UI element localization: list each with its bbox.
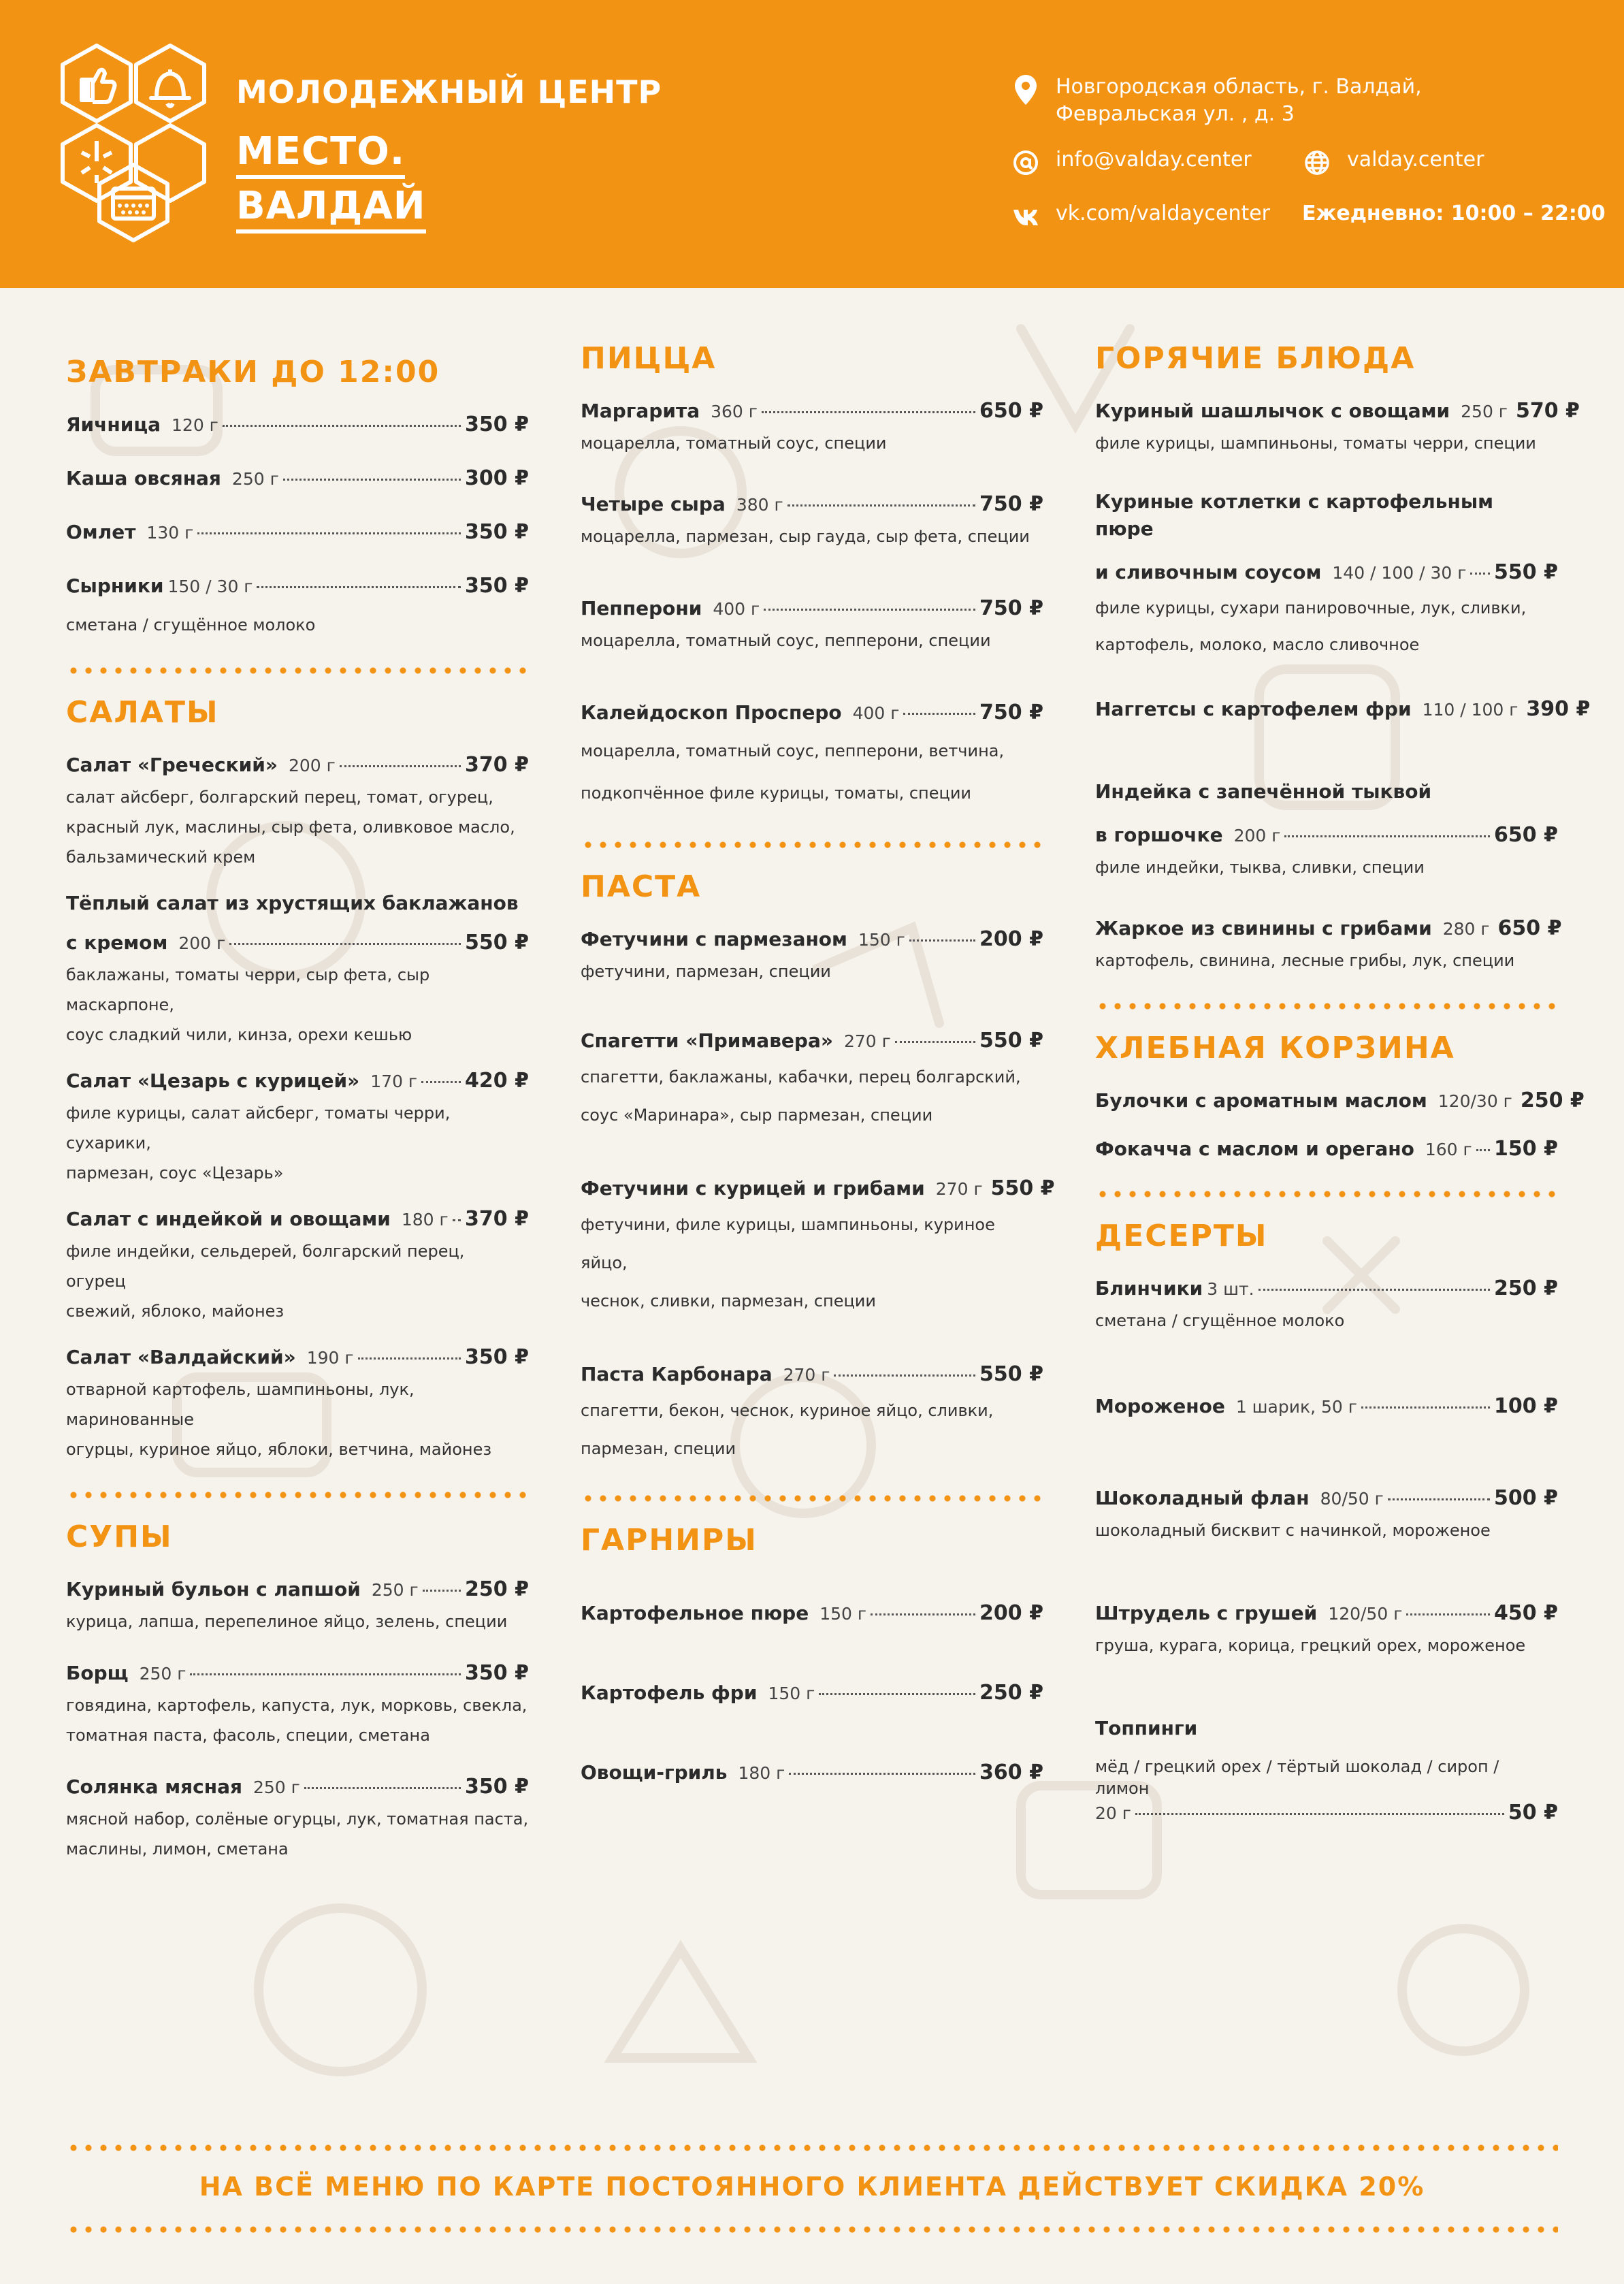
contact-email[interactable] [1011, 146, 1324, 176]
item-weight: 160 г [1425, 1140, 1472, 1159]
item-weight: 130 г [146, 523, 194, 543]
menu-item [581, 491, 1043, 551]
section-title: СУПЫ [66, 1519, 173, 1554]
item-weight: 150 / 30 г [167, 577, 253, 596]
leader-dots [789, 1771, 975, 1775]
section-pasta [581, 869, 1055, 1468]
item-price: 750 ₽ [979, 701, 1043, 724]
menu-item [66, 1206, 529, 1326]
footer-divider-bottom [66, 2226, 1558, 2233]
section-divider [581, 1495, 1043, 1502]
item-weight: 270 г [935, 1179, 983, 1199]
brand-name-line2: МЕСТО. [236, 129, 405, 179]
section-soups [66, 1519, 529, 1864]
item-price: 200 ₽ [979, 1601, 1043, 1625]
item-price: 500 ₽ [1494, 1486, 1558, 1510]
section-divider [1095, 1191, 1558, 1197]
menu-item [1095, 398, 1580, 458]
item-name: Пепперони [581, 597, 702, 620]
item-weight: 140 / 100 / 30 г [1332, 563, 1467, 583]
section-pizza [581, 340, 1043, 814]
menu-column-2 [581, 340, 1055, 1792]
item-price: 300 ₽ [465, 466, 529, 490]
item-name: Солянка мясная [66, 1775, 242, 1798]
menu-item [66, 1344, 529, 1464]
menu-item [581, 1175, 1055, 1320]
item-weight: 150 г [819, 1604, 867, 1624]
hours-text: Ежедневно: 10:00 – 22:00 [1302, 202, 1606, 225]
item-name: Мороженое [1095, 1395, 1225, 1417]
item-price: 150 ₽ [1494, 1137, 1558, 1161]
item-price: 350 ₽ [465, 574, 529, 598]
item-weight: 120/50 г [1328, 1604, 1403, 1624]
item-description: филе курицы, салат айсберг, томаты черри, сухарики, пармезан, соус «Цезарь» [66, 1104, 451, 1183]
item-name: Каша овсяная [66, 467, 221, 489]
menu-item [581, 595, 1043, 656]
item-name: Тёплый салат из хрустящих баклажанов [66, 892, 519, 914]
item-name: Булочки с ароматным маслом [1095, 1089, 1427, 1112]
menu-item [581, 1361, 1043, 1468]
brand-name-line1: МОЛОДЕЖНЫЙ ЦЕНТР [236, 74, 662, 110]
menu-item [581, 699, 1043, 814]
leader-dots [1470, 571, 1490, 575]
section-title: САЛАТЫ [66, 695, 219, 730]
menu-item [66, 465, 529, 493]
leader-dots [1406, 1612, 1490, 1615]
menu-column-1 [66, 340, 529, 1869]
item-price: 370 ₽ [465, 1207, 529, 1231]
item-price: 550 ₽ [979, 1029, 1043, 1052]
section-title: ГАРНИРЫ [581, 1523, 758, 1558]
item-price: 570 ₽ [1515, 399, 1580, 423]
menu-item [66, 411, 529, 439]
menu-column-3 [1095, 340, 1591, 1833]
item-price: 550 ₽ [465, 931, 529, 954]
contact-address [1011, 74, 1487, 131]
item-weight: 200 г [288, 756, 336, 775]
item-description: фетучини, филе курицы, шампиньоны, куриное яйцо, чеснок, сливки, пармезан, специи [581, 1215, 995, 1310]
item-price: 750 ₽ [979, 596, 1043, 620]
item-name: Куриные котлетки с картофельным пюре [1095, 490, 1494, 540]
menu-item [66, 1576, 529, 1637]
item-description: фетучини, пармезан, специи [581, 962, 831, 981]
item-description: отварной картофель, шампиньоны, лук, маринованные огурцы, куриное яйцо, яблоки, ветчина, майонез [66, 1380, 492, 1459]
leader-dots [871, 1612, 975, 1615]
item-name: Салат «Греческий» [66, 754, 278, 776]
item-price: 650 ₽ [1497, 916, 1562, 940]
menu-item [581, 926, 1043, 986]
menu-item [581, 1679, 1043, 1707]
item-description: курица, лапша, перепелиное яйцо, зелень, специи [66, 1612, 508, 1631]
item-name: Блинчики [1095, 1277, 1203, 1300]
item-name: Омлет [66, 521, 136, 543]
item-price: 360 ₽ [979, 1760, 1043, 1784]
leader-dots [1258, 1287, 1491, 1291]
menu-item [581, 1027, 1043, 1134]
item-weight: 150 г [768, 1684, 815, 1703]
item-description: мёд / грецкий орех / тёртый шоколад / сироп / лимон [1095, 1757, 1499, 1798]
menu-item [66, 1067, 529, 1188]
section-desserts [1095, 1218, 1558, 1827]
item-weight: 120 г [172, 415, 218, 435]
item-price: 550 ₽ [990, 1176, 1055, 1200]
item-description: моцарелла, томатный соус, специи [581, 434, 887, 453]
leader-dots [834, 1373, 975, 1377]
item-name-line2: в горшочке [1095, 824, 1223, 846]
item-name: Салат с индейкой и овощами [66, 1208, 391, 1230]
section-sides [581, 1522, 1043, 1787]
leader-dots [895, 1040, 975, 1043]
leader-dots [257, 585, 461, 588]
item-price: 250 ₽ [979, 1681, 1043, 1705]
item-price: 350 ₽ [465, 413, 529, 436]
contact-vk[interactable] [1011, 200, 1297, 230]
leader-dots [819, 1692, 975, 1695]
item-weight: 400 г [852, 703, 900, 723]
item-price: 350 ₽ [465, 1775, 529, 1799]
menu-item [66, 519, 529, 547]
item-name: Яичница [66, 413, 161, 436]
item-name: Шоколадный флан [1095, 1487, 1310, 1509]
item-weight: 200 г [1233, 826, 1281, 846]
item-weight: 180 г [738, 1763, 785, 1783]
menu-item [581, 1600, 1043, 1628]
leader-dots [762, 410, 975, 413]
item-name: Картофельное пюре [581, 1602, 809, 1624]
item-weight: 150 г [858, 930, 905, 950]
header-banner [0, 0, 1624, 288]
item-name: Фокачча с маслом и орегано [1095, 1138, 1414, 1160]
item-description: филе курицы, шампиньоны, томаты черри, специи [1095, 434, 1536, 453]
section-bread-basket [1095, 1030, 1585, 1163]
item-price: 750 ₽ [979, 492, 1043, 516]
item-description: моцарелла, томатный соус, пепперони, специи [581, 631, 991, 650]
item-weight: 180 г [401, 1210, 449, 1229]
item-weight: 360 г [711, 402, 758, 421]
leader-dots [229, 942, 461, 945]
item-weight: 80/50 г [1320, 1489, 1384, 1509]
menu-item [1095, 1600, 1558, 1660]
leader-dots [1388, 1497, 1490, 1500]
leader-dots [903, 711, 975, 715]
location-pin-icon [1011, 75, 1041, 105]
section-divider [581, 841, 1043, 848]
leader-dots [1361, 1405, 1490, 1409]
item-name: Жаркое из свинины с грибами [1095, 917, 1432, 939]
leader-dots [453, 1218, 461, 1221]
menu-item [1095, 1485, 1558, 1545]
item-name-line2: с кремом [66, 931, 168, 954]
logo-icon [54, 42, 225, 246]
item-description: мясной набор, солёные огурцы, лук, томатная паста, маслины, лимон, сметана [66, 1809, 529, 1859]
leader-dots [421, 1080, 461, 1083]
menu-item [1095, 778, 1558, 882]
brand-name-line3: ВАЛДАЙ [236, 184, 426, 234]
leader-dots [909, 938, 975, 942]
item-weight: 270 г [843, 1031, 891, 1051]
item-description: сметана / сгущённое молоко [1095, 1311, 1345, 1330]
item-name: Куриный шашлычок с овощами [1095, 400, 1450, 422]
item-price: 550 ₽ [1494, 560, 1558, 584]
leader-dots [1284, 834, 1490, 837]
section-title: ХЛЕБНАЯ КОРЗИНА [1095, 1031, 1455, 1065]
menu-item [66, 1660, 529, 1750]
item-price: 350 ₽ [465, 1345, 529, 1369]
menu-item [1095, 1393, 1558, 1421]
item-name: Куриный бульон с лапшой [66, 1578, 361, 1601]
item-weight: 270 г [783, 1365, 830, 1385]
section-title: ПАСТА [581, 869, 702, 904]
address-line1: Новгородская область, г. Валдай, [1056, 75, 1422, 99]
item-name: Спагетти «Примавера» [581, 1029, 833, 1052]
leader-dots [283, 477, 461, 481]
item-price: 650 ₽ [1494, 823, 1558, 847]
item-name: Маргарита [581, 400, 700, 422]
item-name: Салат «Цезарь с курицей» [66, 1069, 360, 1092]
menu-item [1095, 915, 1562, 976]
item-name-line2: и сливочным соусом [1095, 561, 1322, 583]
item-name: Калейдоскоп Просперо [581, 701, 842, 724]
item-description: спагетти, бекон, чеснок, куриное яйцо, сливки, пармезан, специи [581, 1401, 994, 1458]
footer-divider-top [66, 2144, 1558, 2151]
item-name: Штрудель с грушей [1095, 1602, 1318, 1624]
at-sign-icon [1011, 148, 1041, 178]
item-name: Салат «Валдайский» [66, 1346, 296, 1368]
menu-item [1095, 696, 1591, 724]
item-weight: 250 г [139, 1664, 186, 1684]
item-name: Топпинги [1095, 1717, 1198, 1739]
menu-item [66, 573, 529, 640]
item-price: 250 ₽ [1520, 1089, 1585, 1112]
item-name: Наггетсы с картофелем фри [1095, 698, 1412, 720]
section-hot-dishes [1095, 340, 1591, 976]
item-weight: 250 г [231, 469, 279, 489]
section-divider [1095, 1003, 1558, 1010]
item-price: 350 ₽ [465, 1661, 529, 1685]
item-description: сметана / сгущённое молоко [66, 615, 316, 634]
item-name: Борщ [66, 1662, 129, 1684]
item-price: 100 ₽ [1494, 1394, 1558, 1418]
section-breakfast [66, 354, 529, 640]
menu-item [1095, 1087, 1585, 1115]
leader-dots [1135, 1812, 1504, 1815]
item-name: Индейка с запечённой тыквой [1095, 780, 1432, 803]
discount-note: НА ВСЁ МЕНЮ ПО КАРТЕ ПОСТОЯННОГО КЛИЕНТА ДЕЙСТВУЕТ СКИДКА 20% [199, 2172, 1425, 2202]
menu-item [66, 752, 529, 872]
item-description: филе индейки, тыква, сливки, специи [1095, 858, 1425, 877]
leader-dots [787, 503, 975, 506]
item-weight: 20 г [1095, 1803, 1131, 1823]
leader-dots [764, 607, 975, 611]
item-price: 250 ₽ [1494, 1276, 1558, 1300]
item-description: спагетти, баклажаны, кабачки, перец болгарский, соус «Маринара», сыр пармезан, специи [581, 1067, 1021, 1125]
item-description: груша, курага, корица, грецкий орех, мороженое [1095, 1636, 1526, 1655]
item-weight: 380 г [736, 495, 783, 515]
item-price: 650 ₽ [979, 399, 1043, 423]
item-description: шоколадный бисквит с начинкой, мороженое [1095, 1521, 1491, 1540]
vk-link[interactable]: vk.com/valdaycenter [1056, 202, 1271, 225]
leader-dots [223, 423, 461, 427]
item-weight: 120/30 г [1438, 1091, 1512, 1111]
item-price: 550 ₽ [979, 1362, 1043, 1386]
menu-item [1095, 488, 1558, 663]
item-name: Сырники [66, 575, 164, 597]
item-price: 420 ₽ [465, 1069, 529, 1093]
website-link[interactable]: valday.center [1347, 148, 1484, 172]
item-description: баклажаны, томаты черри, сыр фета, сыр маскарпоне, соус сладкий чили, кинза, орехи кешью [66, 965, 430, 1044]
item-weight: 250 г [1461, 402, 1508, 421]
address-line2: Февральская ул. , д. 3 [1056, 102, 1295, 126]
item-price: 200 ₽ [979, 927, 1043, 951]
section-divider [66, 667, 529, 674]
vk-icon [1011, 202, 1041, 231]
menu-item [1095, 1136, 1558, 1163]
opening-hours [1302, 200, 1606, 230]
leader-dots [190, 1672, 461, 1675]
item-name: Овощи-гриль [581, 1761, 728, 1784]
menu-item [66, 890, 529, 1050]
leader-dots [1476, 1148, 1490, 1151]
section-title: ПИЦЦА [581, 341, 717, 376]
leader-dots [423, 1588, 461, 1592]
item-weight: 250 г [253, 1778, 300, 1797]
item-price: 370 ₽ [465, 753, 529, 777]
item-description: филе курицы, сухари панировочные, лук, сливки, картофель, молоко, масло сливочное [1095, 598, 1527, 654]
item-weight: 170 г [370, 1072, 418, 1091]
item-weight: 250 г [371, 1580, 419, 1600]
item-weight: 280 г [1442, 919, 1490, 939]
item-name: Фетучини с курицей и грибами [581, 1177, 925, 1200]
item-description: филе индейки, сельдерей, болгарский перец, огурец свежий, яблоко, майонез [66, 1242, 465, 1321]
item-description: моцарелла, томатный соус, пепперони, ветчина, подкопчённое филе курицы, томаты, специи [581, 741, 1005, 803]
item-weight: 1 шарик, 50 г [1235, 1397, 1357, 1417]
item-description: моцарелла, пармезан, сыр гауда, сыр фета, специи [581, 527, 1030, 546]
menu-item [581, 398, 1043, 458]
item-weight: 3 шт. [1207, 1279, 1254, 1299]
item-name: Паста Карбонара [581, 1363, 773, 1385]
leader-dots [304, 1786, 461, 1789]
menu-item [66, 1773, 529, 1864]
section-divider [66, 1492, 529, 1498]
section-salads [66, 694, 529, 1464]
item-weight: 190 г [306, 1348, 354, 1368]
item-name: Четыре сыра [581, 493, 726, 515]
globe-icon [1302, 148, 1332, 178]
section-title: ЗАВТРАКИ ДО 12:00 [66, 355, 440, 389]
item-description: салат айсберг, болгарский перец, томат, огурец, красный лук, маслины, сыр фета, оливковое масло, бальзамический крем [66, 788, 515, 867]
menu-item [1095, 1715, 1558, 1827]
item-price: 250 ₽ [465, 1577, 529, 1601]
item-name: Картофель фри [581, 1682, 758, 1704]
contact-website[interactable] [1302, 146, 1561, 176]
section-title: ГОРЯЧИЕ БЛЮДА [1095, 341, 1416, 376]
item-price: 390 ₽ [1526, 697, 1591, 721]
item-price: 50 ₽ [1508, 1801, 1558, 1824]
item-description: картофель, свинина, лесные грибы, лук, специи [1095, 951, 1515, 970]
email-link[interactable]: info@valday.center [1056, 148, 1252, 172]
leader-dots [358, 1356, 461, 1360]
item-price: 350 ₽ [465, 520, 529, 544]
item-weight: 110 / 100 г [1422, 700, 1519, 720]
item-price: 450 ₽ [1494, 1601, 1558, 1625]
leader-dots [197, 531, 461, 534]
menu-item [581, 1759, 1043, 1787]
item-weight: 200 г [178, 933, 226, 953]
item-description: говядина, картофель, капуста, лук, морковь, свекла, томатная паста, фасоль, специи, сметана [66, 1696, 527, 1745]
section-title: ДЕСЕРТЫ [1095, 1219, 1268, 1253]
menu-item [1095, 1275, 1558, 1336]
item-weight: 400 г [713, 599, 760, 619]
leader-dots [340, 764, 461, 767]
item-name: Фетучини с пармезаном [581, 928, 847, 950]
